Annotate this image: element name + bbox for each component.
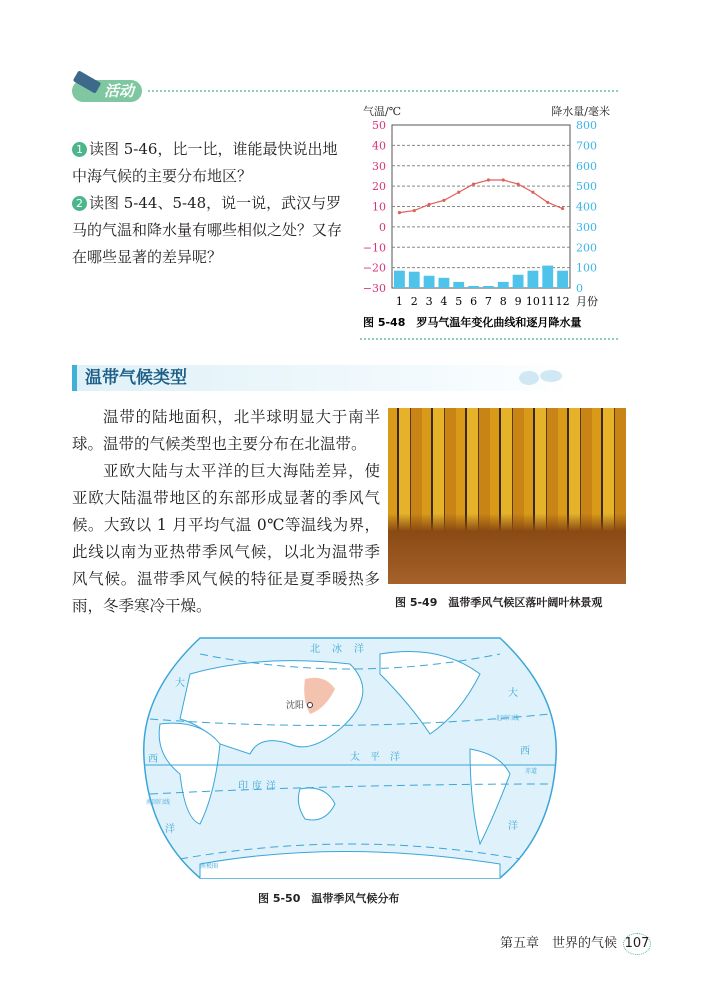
temperature-point bbox=[546, 201, 549, 204]
left-tick-label: 40 bbox=[372, 139, 386, 153]
month-tick-label: 8 bbox=[499, 295, 507, 308]
left-tick-label: 10 bbox=[372, 200, 386, 214]
month-tick-label: 10 bbox=[525, 295, 540, 308]
forest-photo bbox=[388, 408, 626, 584]
label-indian: 印度洋 bbox=[238, 781, 280, 792]
label-atlantic: 洋 bbox=[165, 824, 175, 835]
label-tropic-n: 北回归线 bbox=[495, 715, 520, 722]
question-text: 读图 5-46，比一比，谁能最快说出地中海气候的主要分布地区？ bbox=[72, 140, 338, 185]
temperature-point bbox=[516, 182, 519, 185]
label-atlantic: 洋 bbox=[508, 821, 518, 832]
question-text: 读图 5-44、5-48，说一说，武汉与罗马的气温和降水量有哪些相似之处？又存在哪些显著的差异呢？ bbox=[72, 194, 343, 266]
month-tick-label: 5 bbox=[455, 295, 463, 308]
temperature-point bbox=[457, 191, 460, 194]
chart-caption: 图 5-48 罗马气温年变化曲线和逐月降水量 bbox=[363, 316, 582, 329]
world-map-icon bbox=[515, 366, 565, 390]
precip-bar bbox=[542, 266, 553, 288]
activity-divider bbox=[148, 90, 618, 92]
right-tick-label: 200 bbox=[576, 241, 597, 255]
label-tropic-s: 南回归线 bbox=[146, 799, 171, 806]
precip-bar bbox=[453, 282, 464, 288]
paragraph-2: 亚欧大陆与太平洋的巨大海陆差异，使亚欧大陆温带地区的东部形成显著的季风气候。大致以 1 月平均气温 0℃等温线为界，此线以南为亚热带季风气候，以北为温带季风气候。温带季风气候的特征是夏季暖热多雨，冬季寒冷干燥。 bbox=[72, 462, 380, 615]
label-atlantic: 大 bbox=[508, 688, 518, 699]
month-tick-label: 3 bbox=[425, 295, 433, 308]
right-axis-title: 降水量/毫米 bbox=[551, 105, 610, 118]
left-tick-label: 0 bbox=[379, 220, 386, 234]
precip-bar bbox=[557, 271, 568, 288]
left-tick-label: −30 bbox=[362, 282, 386, 295]
right-tick-label: 500 bbox=[576, 180, 597, 194]
month-tick-label: 1 bbox=[395, 295, 403, 308]
right-tick-label: 700 bbox=[576, 139, 597, 153]
right-tick-label: 300 bbox=[576, 220, 597, 234]
precip-bar bbox=[424, 276, 435, 288]
right-tick-label: 100 bbox=[576, 261, 597, 275]
climate-chart bbox=[355, 100, 615, 334]
left-tick-label: −10 bbox=[362, 241, 386, 255]
precip-bar bbox=[439, 278, 450, 288]
activity-end-divider bbox=[360, 338, 618, 340]
label-atlantic: 大 bbox=[175, 678, 185, 689]
label-antarctic: 南极圈 bbox=[200, 863, 219, 870]
right-tick-label: 600 bbox=[576, 159, 597, 173]
precip-bar bbox=[528, 271, 539, 288]
label-arctic-ocean: 北冰洋 bbox=[310, 644, 376, 655]
month-tick-label: 4 bbox=[440, 295, 448, 308]
temperature-point bbox=[472, 182, 475, 185]
month-tick-label: 9 bbox=[514, 295, 522, 308]
precip-bar bbox=[513, 275, 524, 288]
temperature-point bbox=[487, 178, 490, 181]
temperature-point bbox=[427, 203, 430, 206]
photo-caption: 图 5-49 温带季风气候区落叶阔叶林景观 bbox=[395, 596, 603, 609]
left-tick-label: 30 bbox=[372, 159, 386, 173]
left-axis-title: 气温/℃ bbox=[363, 105, 402, 118]
x-axis-title: 月份 bbox=[576, 295, 598, 308]
left-tick-label: 20 bbox=[372, 180, 386, 194]
temperature-point bbox=[502, 178, 505, 181]
temperature-point bbox=[442, 199, 445, 202]
month-tick-label: 2 bbox=[410, 295, 418, 308]
temperature-point bbox=[531, 191, 534, 194]
activity-question-1 bbox=[72, 136, 342, 190]
precip-bar bbox=[394, 271, 405, 288]
page-number: 107 bbox=[623, 933, 651, 955]
left-tick-label: 50 bbox=[372, 119, 386, 132]
precip-bar bbox=[409, 272, 420, 288]
temperature-point bbox=[398, 211, 401, 214]
activity-question-2 bbox=[72, 190, 342, 271]
section-title: 温带气候类型 bbox=[85, 368, 187, 388]
temperature-point bbox=[561, 207, 564, 210]
label-atlantic: 西 bbox=[148, 754, 158, 765]
label-atlantic: 西 bbox=[520, 746, 530, 757]
precip-bar bbox=[498, 282, 509, 288]
number-badge: 1 bbox=[72, 142, 87, 157]
chapter-title: 第五章 世界的气候 bbox=[499, 936, 617, 951]
month-tick-label: 11 bbox=[540, 295, 555, 308]
right-tick-label: 0 bbox=[576, 282, 583, 295]
activity-badge: 活动 bbox=[72, 80, 142, 102]
right-tick-label: 400 bbox=[576, 200, 597, 214]
precip-bar bbox=[483, 286, 494, 288]
map-caption: 图 5-50 温带季风气候分布 bbox=[258, 892, 400, 905]
month-tick-label: 6 bbox=[470, 295, 478, 308]
right-tick-label: 800 bbox=[576, 119, 597, 132]
label-equator: 赤道 bbox=[525, 768, 538, 775]
section-header bbox=[72, 365, 577, 391]
temperature-point bbox=[413, 209, 416, 212]
city-label: 沈阳 bbox=[286, 701, 305, 711]
precip-bar bbox=[468, 286, 479, 288]
page-footer bbox=[500, 932, 651, 955]
left-tick-label: −20 bbox=[362, 261, 386, 275]
world-map bbox=[140, 634, 560, 882]
paragraph-1: 温带的陆地面积，北半球明显大于南半球。温带的气候类型也主要分布在北温带。 bbox=[72, 408, 380, 453]
month-tick-label: 7 bbox=[484, 295, 492, 308]
number-badge: 2 bbox=[72, 196, 87, 211]
label-pacific: 太 平 洋 bbox=[350, 752, 400, 763]
month-tick-label: 12 bbox=[555, 295, 570, 308]
